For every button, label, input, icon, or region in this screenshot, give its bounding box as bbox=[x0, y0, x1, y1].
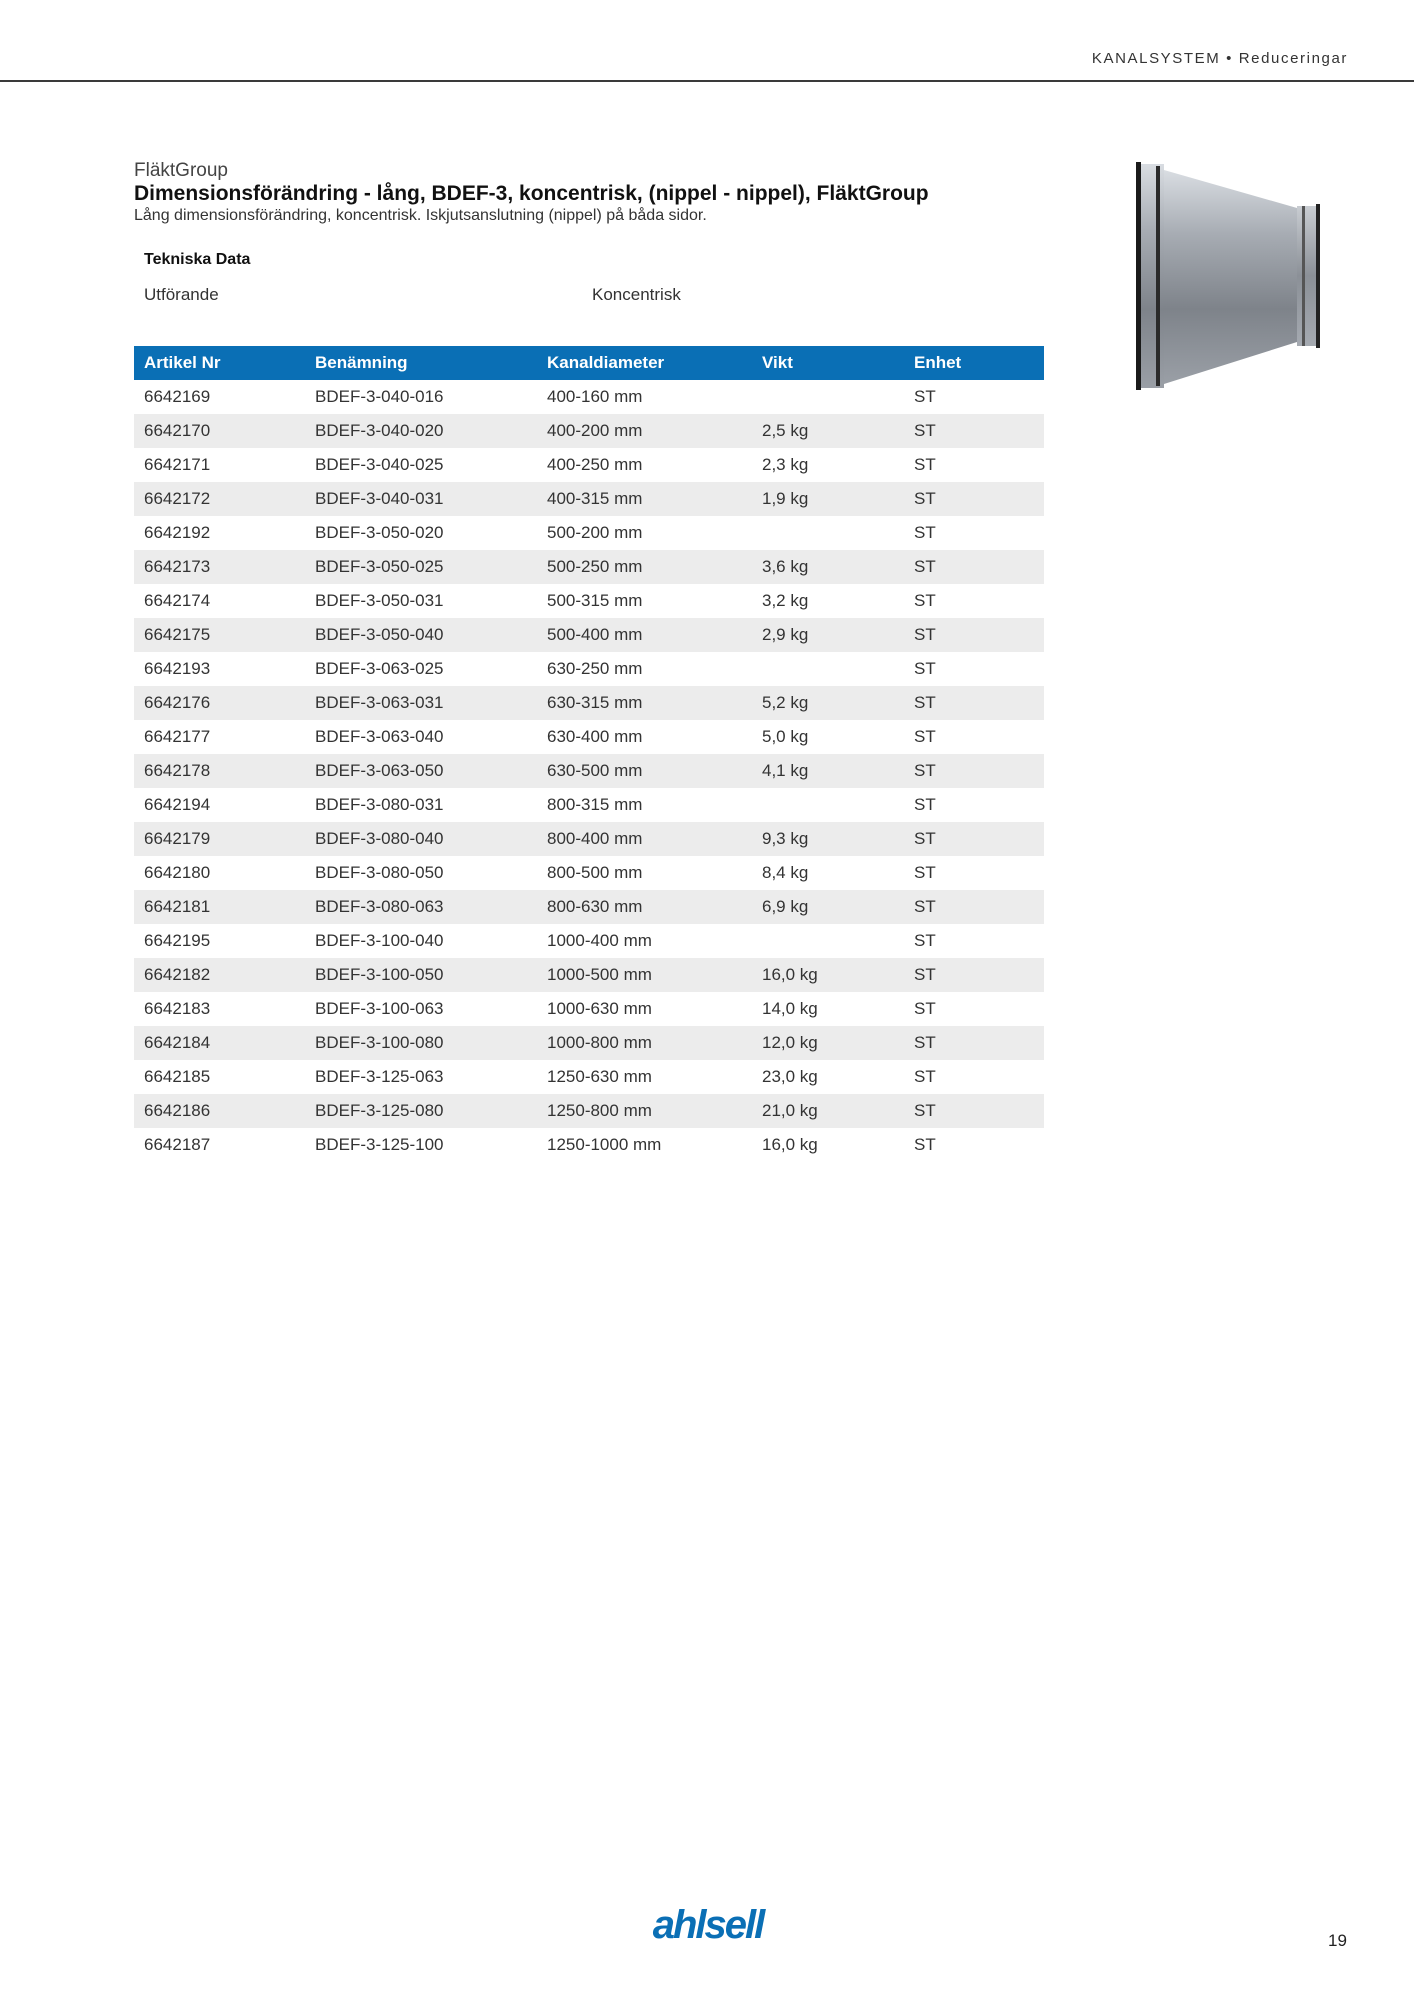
artikel-nr-cell: 6642183 bbox=[144, 999, 211, 1018]
vikt-cell: 2,5 kg bbox=[752, 414, 904, 448]
kanaldiameter-cell: 800-630 mm bbox=[537, 890, 752, 924]
header-kanaldiameter: Kanaldiameter bbox=[537, 346, 752, 380]
header-enhet: Enhet bbox=[904, 346, 1044, 380]
product-title: Dimensionsförändring - lång, BDEF-3, koncentrisk, (nippel - nippel), FläktGroup bbox=[134, 182, 929, 205]
vikt-cell: 3,2 kg bbox=[762, 591, 809, 610]
table-row bbox=[134, 482, 1044, 516]
table-row bbox=[134, 992, 1044, 1026]
table-row bbox=[134, 380, 1044, 414]
benamning-cell: BDEF-3-100-063 bbox=[315, 999, 444, 1018]
table-row bbox=[134, 584, 1044, 618]
vikt-cell: 16,0 kg bbox=[752, 958, 904, 992]
kanaldiameter-cell: 500-200 mm bbox=[547, 523, 643, 542]
duct-reducer-image bbox=[1132, 158, 1332, 396]
enhet-cell: ST bbox=[904, 822, 1044, 856]
enhet-cell: ST bbox=[914, 1067, 936, 1086]
artikel-nr-cell: 6642192 bbox=[144, 523, 211, 542]
artikel-nr-cell: 6642176 bbox=[134, 686, 305, 720]
vikt-cell bbox=[752, 924, 904, 958]
enhet-cell: ST bbox=[914, 387, 936, 406]
table-row bbox=[134, 1128, 1044, 1162]
kanaldiameter-cell: 1000-400 mm bbox=[547, 931, 652, 950]
artikel-nr-cell: 6642181 bbox=[134, 890, 305, 924]
vikt-cell: 6,9 kg bbox=[752, 890, 904, 924]
kanaldiameter-cell: 800-400 mm bbox=[537, 822, 752, 856]
enhet-cell: ST bbox=[904, 890, 1044, 924]
artikel-nr-cell: 6642175 bbox=[134, 618, 305, 652]
kanaldiameter-cell: 500-315 mm bbox=[547, 591, 643, 610]
kanaldiameter-cell: 400-200 mm bbox=[537, 414, 752, 448]
table-row bbox=[134, 1026, 1044, 1060]
enhet-cell: ST bbox=[904, 482, 1044, 516]
artikel-nr-cell: 6642187 bbox=[144, 1135, 211, 1154]
benamning-cell: BDEF-3-050-020 bbox=[315, 523, 444, 542]
enhet-cell: ST bbox=[904, 550, 1044, 584]
table-row bbox=[134, 448, 1044, 482]
benamning-cell: BDEF-3-040-031 bbox=[305, 482, 537, 516]
table-row bbox=[134, 754, 1044, 788]
table-row bbox=[134, 856, 1044, 890]
kanaldiameter-cell: 400-250 mm bbox=[547, 455, 643, 474]
vikt-cell: 4,1 kg bbox=[752, 754, 904, 788]
benamning-cell: BDEF-3-080-040 bbox=[305, 822, 537, 856]
header-artikel-nr: Artikel Nr bbox=[134, 346, 305, 380]
enhet-cell: ST bbox=[904, 618, 1044, 652]
artikel-nr-cell: 6642178 bbox=[134, 754, 305, 788]
section-title: KANALSYSTEM • Reduceringar bbox=[1091, 50, 1348, 67]
kanaldiameter-cell: 500-400 mm bbox=[537, 618, 752, 652]
benamning-cell: BDEF-3-063-025 bbox=[315, 659, 444, 678]
kanaldiameter-cell: 1250-630 mm bbox=[547, 1067, 652, 1086]
page-number: 19 bbox=[1328, 1931, 1347, 1950]
table-row bbox=[134, 890, 1044, 924]
enhet-cell: ST bbox=[914, 659, 936, 678]
vikt-cell: 2,9 kg bbox=[752, 618, 904, 652]
vikt-cell: 5,0 kg bbox=[762, 727, 809, 746]
table-row bbox=[134, 516, 1044, 550]
benamning-cell: BDEF-3-080-063 bbox=[305, 890, 537, 924]
vikt-cell: 14,0 kg bbox=[762, 999, 818, 1018]
kanaldiameter-cell: 1000-800 mm bbox=[537, 1026, 752, 1060]
table-row bbox=[134, 550, 1044, 584]
enhet-cell: ST bbox=[904, 958, 1044, 992]
artikel-nr-cell: 6642170 bbox=[134, 414, 305, 448]
table-row bbox=[134, 958, 1044, 992]
benamning-cell: BDEF-3-063-031 bbox=[305, 686, 537, 720]
table-row bbox=[134, 1094, 1044, 1128]
enhet-cell: ST bbox=[914, 523, 936, 542]
product-brand: FläktGroup bbox=[134, 160, 228, 181]
vikt-cell: 8,4 kg bbox=[762, 863, 809, 882]
table-row bbox=[134, 618, 1044, 652]
kanaldiameter-cell: 630-500 mm bbox=[537, 754, 752, 788]
artikel-nr-cell: 6642180 bbox=[144, 863, 211, 882]
artikel-nr-cell: 6642186 bbox=[134, 1094, 305, 1128]
enhet-cell: ST bbox=[904, 686, 1044, 720]
artikel-nr-cell: 6642173 bbox=[134, 550, 305, 584]
table-row bbox=[134, 788, 1044, 822]
tech-data-value: Koncentrisk bbox=[592, 285, 681, 304]
vikt-cell: 16,0 kg bbox=[762, 1135, 818, 1154]
kanaldiameter-cell: 400-160 mm bbox=[547, 387, 643, 406]
table-row bbox=[134, 414, 1044, 448]
artikel-nr-cell: 6642184 bbox=[134, 1026, 305, 1060]
benamning-cell: BDEF-3-080-031 bbox=[315, 795, 444, 814]
artikel-nr-cell: 6642185 bbox=[144, 1067, 211, 1086]
vikt-cell: 9,3 kg bbox=[752, 822, 904, 856]
logo-text: ahlsell bbox=[652, 1903, 764, 1947]
table-row bbox=[134, 822, 1044, 856]
enhet-cell: ST bbox=[914, 795, 936, 814]
artikel-nr-cell: 6642179 bbox=[134, 822, 305, 856]
enhet-cell: ST bbox=[914, 999, 936, 1018]
benamning-cell: BDEF-3-125-100 bbox=[315, 1135, 444, 1154]
kanaldiameter-cell: 630-315 mm bbox=[537, 686, 752, 720]
kanaldiameter-cell: 1000-630 mm bbox=[547, 999, 652, 1018]
header-vikt: Vikt bbox=[752, 346, 904, 380]
kanaldiameter-cell: 500-250 mm bbox=[537, 550, 752, 584]
benamning-cell: BDEF-3-125-063 bbox=[315, 1067, 444, 1086]
enhet-cell: ST bbox=[914, 863, 936, 882]
table-row bbox=[134, 720, 1044, 754]
artikel-nr-cell: 6642174 bbox=[144, 591, 211, 610]
benamning-cell: BDEF-3-100-050 bbox=[305, 958, 537, 992]
benamning-cell: BDEF-3-050-040 bbox=[305, 618, 537, 652]
vikt-cell bbox=[752, 380, 904, 414]
tech-data-label: Utförande bbox=[144, 285, 219, 304]
benamning-cell: BDEF-3-100-080 bbox=[305, 1026, 537, 1060]
kanaldiameter-cell: 1250-800 mm bbox=[537, 1094, 752, 1128]
vikt-cell: 3,6 kg bbox=[752, 550, 904, 584]
product-table bbox=[134, 346, 1044, 1162]
vikt-cell: 1,9 kg bbox=[752, 482, 904, 516]
artikel-nr-cell: 6642172 bbox=[134, 482, 305, 516]
tech-data-heading: Tekniska Data bbox=[144, 251, 251, 268]
kanaldiameter-cell: 1000-500 mm bbox=[537, 958, 752, 992]
enhet-cell: ST bbox=[904, 754, 1044, 788]
vikt-cell bbox=[752, 652, 904, 686]
artikel-nr-cell: 6642195 bbox=[144, 931, 211, 950]
product-description: Lång dimensionsförändring, koncentrisk. Iskjutsanslutning (nippel) på båda sidor. bbox=[134, 207, 707, 224]
header-benamning: Benämning bbox=[305, 346, 537, 380]
benamning-cell: BDEF-3-050-025 bbox=[305, 550, 537, 584]
artikel-nr-cell: 6642194 bbox=[144, 795, 211, 814]
table-row bbox=[134, 652, 1044, 686]
kanaldiameter-cell: 800-500 mm bbox=[547, 863, 643, 882]
enhet-cell: ST bbox=[914, 931, 936, 950]
artikel-nr-cell: 6642169 bbox=[144, 387, 211, 406]
vikt-cell bbox=[752, 788, 904, 822]
benamning-cell: BDEF-3-050-031 bbox=[315, 591, 444, 610]
table-row bbox=[134, 686, 1044, 720]
benamning-cell: BDEF-3-040-025 bbox=[315, 455, 444, 474]
page-header bbox=[0, 0, 1414, 82]
artikel-nr-cell: 6642177 bbox=[144, 727, 211, 746]
benamning-cell: BDEF-3-040-020 bbox=[305, 414, 537, 448]
artikel-nr-cell: 6642193 bbox=[144, 659, 211, 678]
benamning-cell: BDEF-3-040-016 bbox=[315, 387, 444, 406]
enhet-cell: ST bbox=[904, 414, 1044, 448]
vikt-cell: 5,2 kg bbox=[752, 686, 904, 720]
table-row bbox=[134, 924, 1044, 958]
kanaldiameter-cell: 630-400 mm bbox=[547, 727, 643, 746]
kanaldiameter-cell: 630-250 mm bbox=[547, 659, 643, 678]
benamning-cell: BDEF-3-100-040 bbox=[315, 931, 444, 950]
enhet-cell: ST bbox=[904, 1026, 1044, 1060]
benamning-cell: BDEF-3-063-040 bbox=[315, 727, 444, 746]
benamning-cell: BDEF-3-125-080 bbox=[305, 1094, 537, 1128]
vikt-cell: 12,0 kg bbox=[752, 1026, 904, 1060]
benamning-cell: BDEF-3-080-050 bbox=[315, 863, 444, 882]
artikel-nr-cell: 6642171 bbox=[144, 455, 211, 474]
enhet-cell: ST bbox=[904, 1094, 1044, 1128]
vikt-cell: 23,0 kg bbox=[762, 1067, 818, 1086]
table-header-row bbox=[134, 346, 1044, 380]
enhet-cell: ST bbox=[914, 455, 936, 474]
benamning-cell: BDEF-3-063-050 bbox=[305, 754, 537, 788]
vikt-cell bbox=[752, 516, 904, 550]
artikel-nr-cell: 6642182 bbox=[134, 958, 305, 992]
kanaldiameter-cell: 400-315 mm bbox=[537, 482, 752, 516]
enhet-cell: ST bbox=[914, 591, 936, 610]
table-row bbox=[134, 1060, 1044, 1094]
kanaldiameter-cell: 800-315 mm bbox=[547, 795, 643, 814]
enhet-cell: ST bbox=[914, 1135, 936, 1154]
kanaldiameter-cell: 1250-1000 mm bbox=[547, 1135, 662, 1154]
vikt-cell: 21,0 kg bbox=[752, 1094, 904, 1128]
ahlsell-logo bbox=[633, 1900, 783, 1950]
vikt-cell: 2,3 kg bbox=[762, 455, 809, 474]
enhet-cell: ST bbox=[914, 727, 936, 746]
